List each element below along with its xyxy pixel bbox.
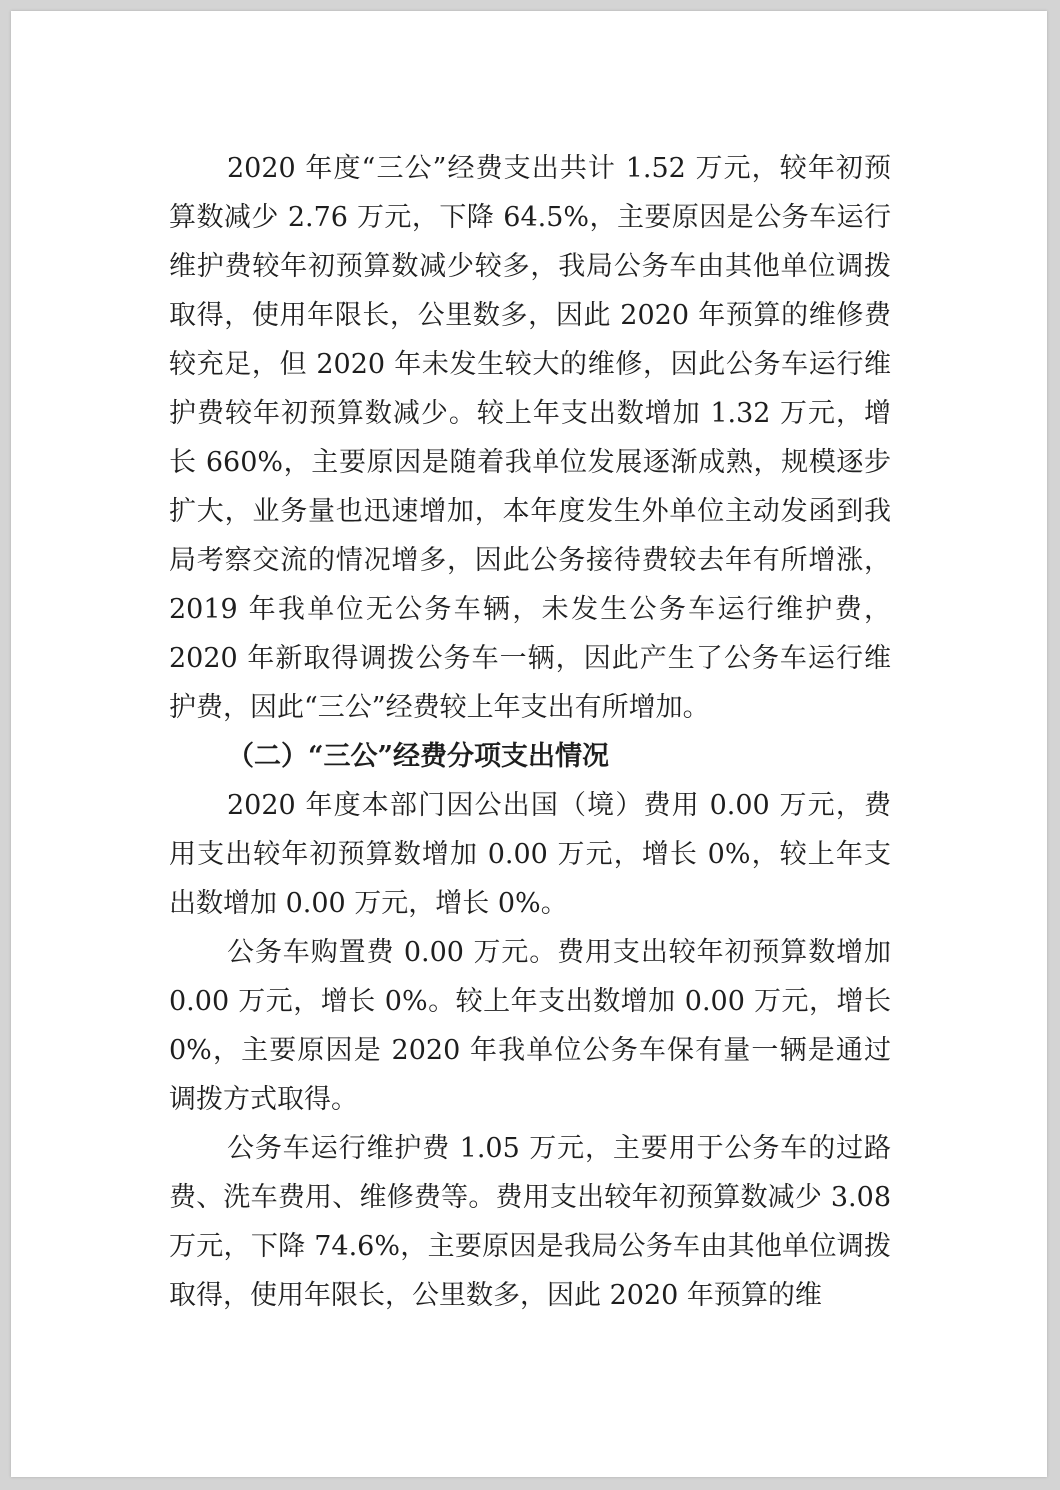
section-heading: （二）“三公”经费分项支出情况 [227, 741, 610, 772]
document-body [169, 144, 891, 1320]
paragraph-vehicle-maintenance: 公务车运行维护费 1.05 万元，主要用于公务车的过路费、洗车费用、维修费等。费用支出较年初预算数减少 3.08 万元，下降 74.6%，主要原因是我局公务车由其他单位调拨取得，使用年限长，公里数多，因此 2020 年预算的维 [169, 1133, 891, 1311]
paragraph-vehicle-purchase: 公务车购置费 0.00 万元。费用支出较年初预算数增加 0.00 万元，增长 0%。较上年支出数增加 0.00 万元，增长 0%，主要原因是 2020 年我单位公务车保有量一辆是通过调拨方式取得。 [169, 937, 891, 1115]
document-page [11, 11, 1047, 1477]
paragraph-total-expenditure: 2020 年度“三公”经费支出共计 1.52 万元，较年初预算数减少 2.76 万元，下降 64.5%，主要原因是公务车运行维护费较年初预算数减少较多，我局公务车由其他单位调拨取得，使用年限长，公里数多，因此 2020 年预算的维修费较充足，但 2020 年未发生较大的维修，因此公务车运行维护费较年初预算数减少。较上年支出数增加 1.32 万元，增长 660%，主要原因是随着我单位发展逐渐成熟，规模逐步扩大，业务量也迅速增加，本年度发生外单位主动发函到我局考察交流的情况增多，因此公务接待费较去年有所增涨，2019 年我单位无公务车辆，未发生公务车运行维护费，2020 年新取得调拨公务车一辆，因此产生了公务车运行维护费，因此“三公”经费较上年支出有所增加。 [169, 153, 891, 723]
paragraph-overseas-travel: 2020 年度本部门因公出国（境）费用 0.00 万元，费用支出较年初预算数增加 0.00 万元，增长 0%，较上年支出数增加 0.00 万元，增长 0%。 [169, 790, 891, 919]
